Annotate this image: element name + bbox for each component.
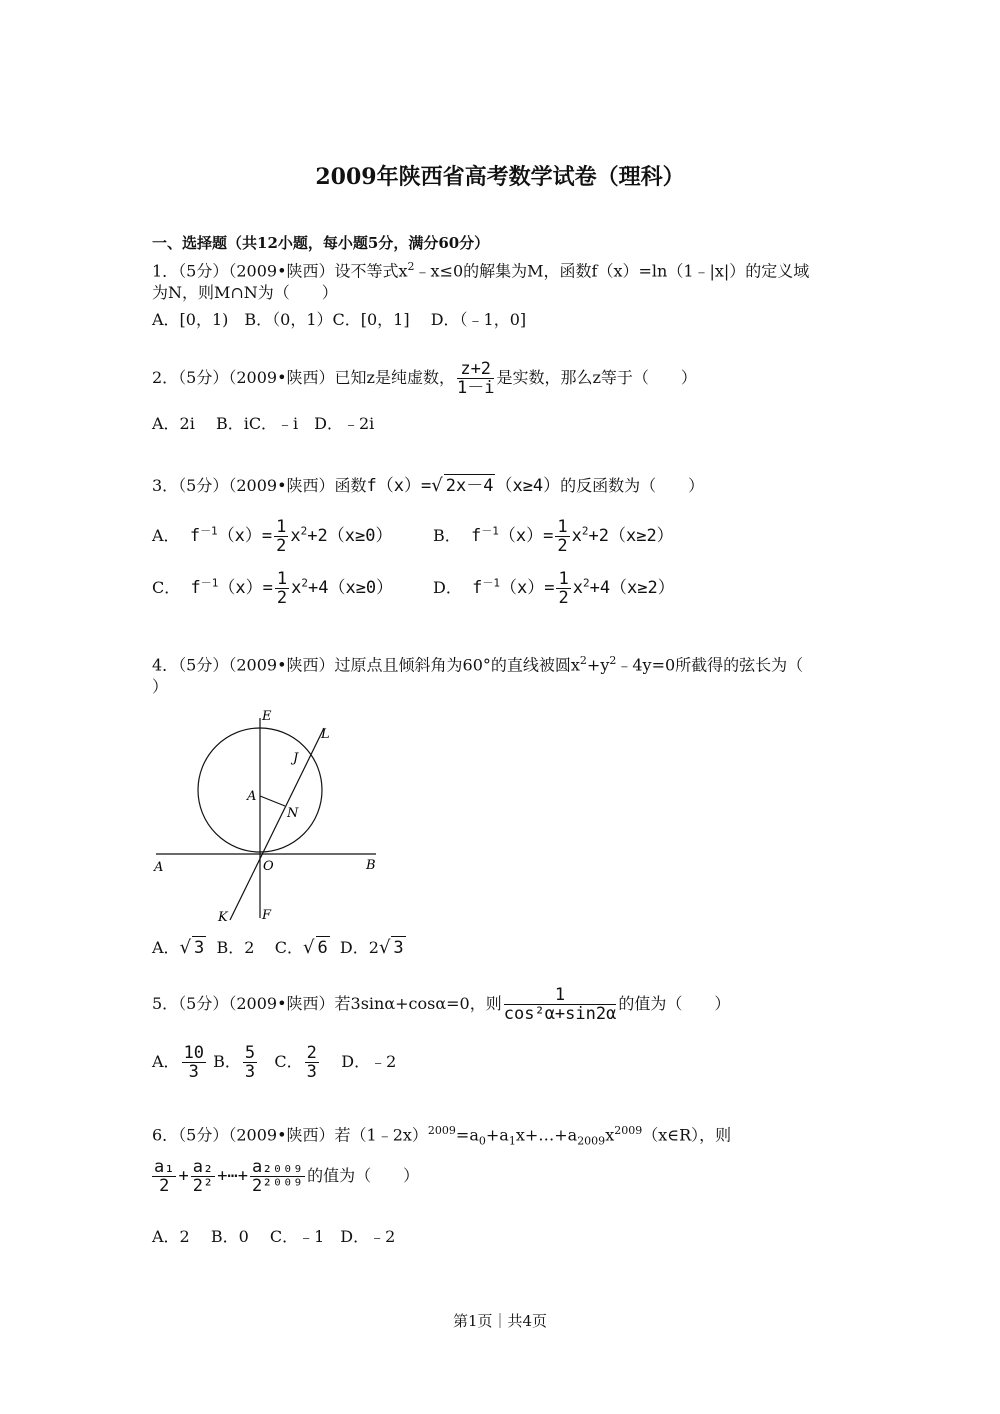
question-4-line-1: 4．（5分）（2009•陕西）过原点且倾斜角为60°的直线被圆$x^2+y^2﹣4y=0$所截得的弦长为（ — [152, 654, 804, 675]
figure-label-l: L — [321, 727, 330, 742]
question-2-options: A．2i B．iC．﹣i D．﹣2i — [152, 414, 375, 433]
circle-chord-figure — [148, 700, 388, 930]
question-6-line-2: $\frac{\text{a₁}}{2}$ + $\frac{\text{a₂}}{\text{2²}}$ +⋯+ $\frac{\text{a₂₀₀₉}}{\text{2²⁰⁰⁹}}$ 的值为（ ） — [154, 1157, 420, 1196]
page-title: 2009年陕西省高考数学试卷（理科） — [315, 164, 685, 190]
question-3-option-a: A． $f^{-1}(x)=$ $\frac{1}{2}$ $x^2+2(x\ge 0)$ — [152, 517, 393, 556]
figure-label-f: F — [262, 908, 272, 923]
figure-label-k: K — [218, 910, 228, 925]
figure-label-b: B — [366, 858, 376, 873]
page-footer: 第1页｜共4页 — [452, 1312, 548, 1330]
question-3-option-c: C． $f^{-1}(x)=$ $\frac{1}{2}$ $x^2+4(x\ge 0)$ — [152, 569, 394, 608]
question-1-line-1: 1．（5分）（2009•陕西）设不等式$x^2﹣x\le 0$的解集为M，函数f（x）=ln（1﹣|x|）的定义域 — [152, 260, 810, 281]
question-3-option-d: D． $f^{-1}(x)=$ $\frac{1}{2}$ $x^2+4(x\ge 2)$ — [433, 569, 675, 608]
question-3-option-b: B． $f^{-1}(x)=$ $\frac{1}{2}$ $x^2+2(x\ge 2)$ — [433, 517, 674, 556]
section-heading: 一、选择题（共12小题，每小题5分，满分60分） — [152, 234, 490, 252]
question-1-options: A．[0，1) B．（0，1）C．[0，1] D．（﹣1，0] — [152, 310, 527, 329]
figure-label-e: E — [262, 709, 272, 724]
question-6-line-1: 6．（5分）（2009•陕西）若$(1﹣2x)^{2009}=a_0+a_1x+\dots+a_{2009}x^{2009}(x\in R)$，则 — [152, 1124, 732, 1148]
figure-line-kl — [230, 728, 324, 920]
figure-label-j: J — [293, 751, 299, 766]
figure-label-n: N — [287, 806, 299, 821]
question-5-options: A． $\frac{10}{3}$ B． $\frac{5}{3}$ C． $\frac{2}{3}$ D．﹣2 — [152, 1043, 397, 1082]
question-4-line-2: ） — [152, 677, 169, 696]
figure-label-a-center: A — [247, 789, 257, 804]
question-3-stem: 3．（5分）（2009•陕西）函数f（x）=√ 2x－4 （x≥4）的反函数为（ ） — [152, 475, 705, 496]
question-5-stem: 5．（5分）（2009•陕西）若3sinα+cosα=0，则 $\frac{1}{\text{cos²α+sin2α}}$ 的值为（ ） — [152, 985, 731, 1024]
figure-segment-an — [260, 796, 285, 806]
figure-label-o: O — [263, 859, 274, 874]
question-4-options: A．√ 3 B．2 C．√ 6 D．2√ 3 — [152, 937, 404, 958]
question-2-stem: 2．（5分）（2009•陕西）已知z是纯虚数， $\frac{z+2}{1-i}$ 是实数，那么z等于（ ） — [152, 359, 697, 398]
figure-label-a-axis: A — [154, 860, 164, 875]
question-1-line-2: 为N，则M∩N为（ ） — [152, 283, 338, 302]
question-6-options: A．2 B．0 C．﹣1 D．﹣2 — [152, 1227, 396, 1246]
